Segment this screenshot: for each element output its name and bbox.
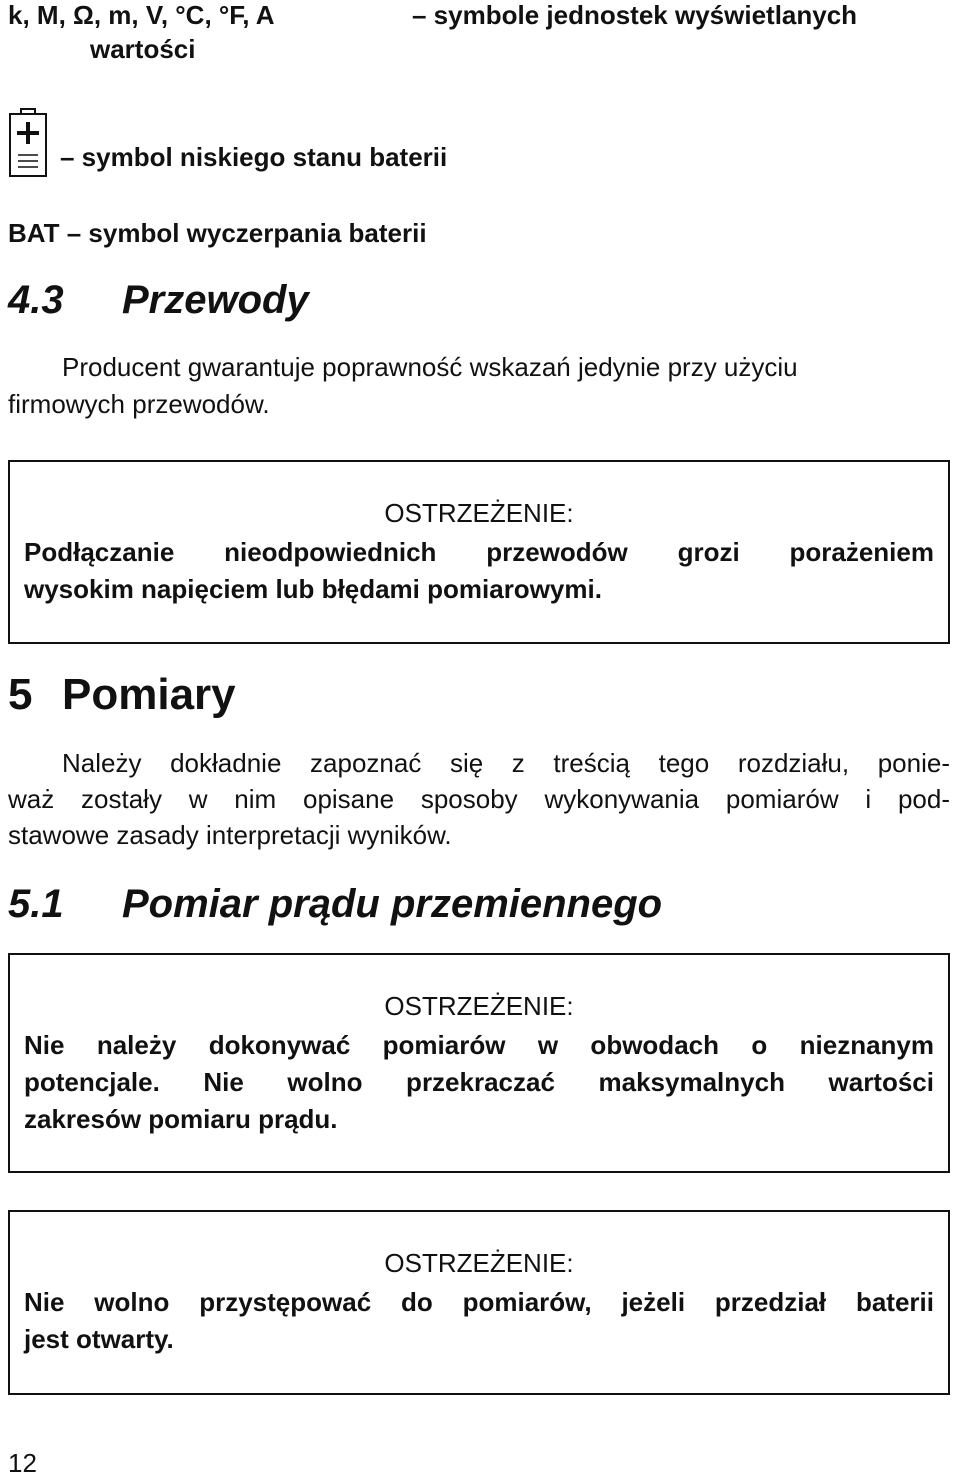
warning-text-line2: potencjale. Nie wolno przekraczać maksymalnych wartości xyxy=(24,1067,934,1097)
section-5-para-line3: stawowe zasady interpretacji wyników. xyxy=(8,820,452,850)
warning-box-current xyxy=(8,953,950,1173)
section-title-przewody: Przewody xyxy=(122,278,309,322)
bat-symbol-label: BAT – symbol wyczerpania baterii xyxy=(8,218,427,248)
section-title-pomiary: Pomiary xyxy=(62,670,236,719)
low-battery-icon xyxy=(8,108,48,183)
section-5-para-line1: Należy dokładnie zapoznać się z treścią tego rozdziału, ponie- xyxy=(62,748,950,778)
unit-symbols-description: – symbole jednostek wyświetlanych xyxy=(412,0,858,30)
warning-box-battery xyxy=(8,1210,950,1395)
section-4-3-para-line2: firmowych przewodów. xyxy=(8,389,270,419)
warning-title: OSTRZEŻENIE: xyxy=(384,498,574,528)
section-number-5-1: 5.1 xyxy=(8,882,64,926)
section-number-4-3: 4.3 xyxy=(8,278,64,322)
warning-title: OSTRZEŻENIE: xyxy=(384,1248,574,1278)
warning-text-line1: Podłączanie nieodpowiednich przewodów grozi porażeniem xyxy=(24,537,934,567)
section-number-5: 5 xyxy=(8,670,33,719)
warning-text-line3: zakresów pomiaru prądu. xyxy=(24,1104,338,1134)
warning-text-line2: jest otwarty. xyxy=(24,1324,174,1354)
warning-title: OSTRZEŻENIE: xyxy=(384,991,574,1021)
warning-text-line2: wysokim napięciem lub błędami pomiarowymi. xyxy=(24,574,602,604)
section-title-pomiar-pradu: Pomiar prądu przemiennego xyxy=(122,882,663,926)
warning-box-cables xyxy=(8,460,950,644)
unit-symbols-continuation: wartości xyxy=(90,34,196,64)
section-5-para-line2: waż zostały w nim opisane sposoby wykonywania pomiarów i pod- xyxy=(8,784,950,814)
warning-text-line1: Nie wolno przystępować do pomiarów, jeżeli przedział baterii xyxy=(24,1287,934,1317)
low-battery-label: – symbol niskiego stanu baterii xyxy=(60,142,448,172)
unit-symbols-list: k, M, Ω, m, V, °C, °F, A xyxy=(8,0,275,30)
warning-text-line1: Nie należy dokonywać pomiarów w obwodach o nieznanym xyxy=(24,1030,934,1060)
page-number: 12 xyxy=(8,1448,37,1478)
section-4-3-para-line1: Producent gwarantuje poprawność wskazań jedynie przy użyciu xyxy=(62,352,798,382)
